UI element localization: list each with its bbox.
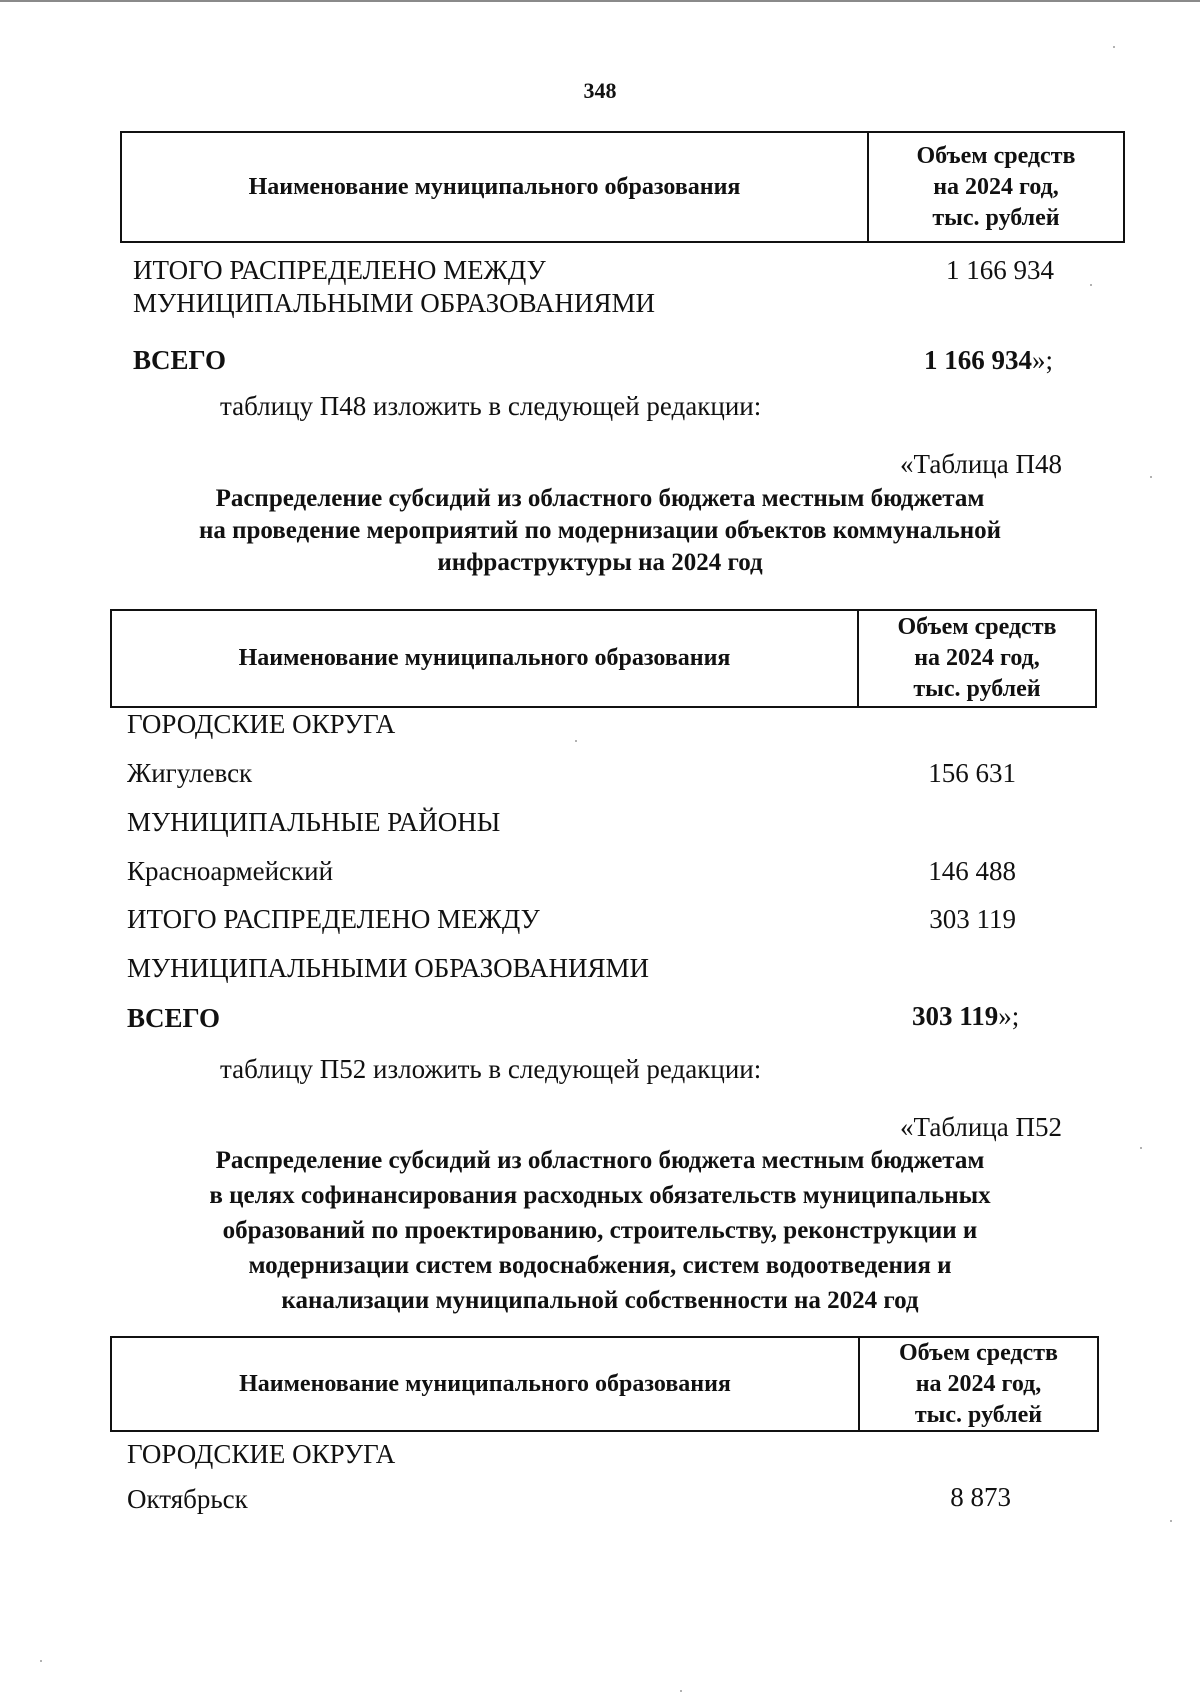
instruction-p52: таблицу П52 изложить в следующей редакции: — [220, 1054, 762, 1084]
column-header-amount: Объем средств на 2024 год, тыс. рублей — [897, 614, 1057, 702]
scan-speck — [575, 740, 577, 742]
column-header-name: Наименование муниципального образования — [112, 1338, 860, 1430]
section-municipal-districts: МУНИЦИПАЛЬНЫЕ РАЙОНЫ — [127, 807, 501, 837]
scan-speck — [40, 1660, 42, 1662]
row-total-distributed-p48-label-1: ИТОГО РАСПРЕДЕЛЕНО МЕЖДУ — [127, 904, 540, 934]
row-total-distributed-label: ИТОГО РАСПРЕДЕЛЕНО МЕЖДУ МУНИЦИПАЛЬНЫМИ ОБРАЗОВАНИЯМИ — [133, 255, 655, 318]
scan-speck — [1090, 284, 1092, 286]
row-oktyabrsk-value: 8 873 — [950, 1482, 1011, 1512]
column-header-amount: Объем средств на 2024 год, тыс. рублей — [916, 142, 1076, 231]
column-header-amount: Объем средств на 2024 год, тыс. рублей — [899, 1339, 1058, 1428]
row-total-distributed-p48-label-2: МУНИЦИПАЛЬНЫМИ ОБРАЗОВАНИЯМИ — [127, 953, 649, 983]
row-grand-total-p48-label: ВСЕГО — [127, 1003, 221, 1033]
table-p48-title: Распределение субсидий из областного бюджета местным бюджетам на проведение мероприятий по модернизации объектов коммунальной инфраструктуры на 2024 год — [198, 485, 1002, 576]
row-grand-total-p48-value: 303 119»; — [912, 1001, 1020, 1031]
scan-speck — [680, 1690, 682, 1692]
row-krasnoarmeysky-value: 146 488 — [928, 856, 1016, 886]
table-p52-header — [110, 1336, 1099, 1432]
table-p48-label: «Таблица П48 — [900, 449, 1062, 479]
row-total-distributed-p48-value: 303 119 — [929, 904, 1016, 934]
row-zhigulevsk-value: 156 631 — [928, 758, 1016, 788]
row-zhigulevsk-name: Жигулевск — [127, 758, 253, 788]
instruction-p48: таблицу П48 изложить в следующей редакции: — [220, 391, 762, 421]
row-krasnoarmeysky-name: Красноармейский — [127, 856, 334, 886]
table-p52-title: Распределение субсидий из областного бюджета местным бюджетам в целях софинансирования расходных обязательств муниципальных образований по проектированию, строительству, реконструкции и модернизации систем водоснабжения, систем водоотведения и канализации муниципальной собственности на 2024 год — [209, 1147, 991, 1314]
row-grand-total-label: ВСЕГО — [133, 345, 227, 375]
scan-speck — [1113, 46, 1115, 48]
column-header-name: Наименование муниципального образования — [122, 133, 869, 241]
section-city-districts-p52: ГОРОДСКИЕ ОКРУГА — [127, 1439, 396, 1469]
row-grand-total-value: 1 166 934»; — [924, 345, 1054, 375]
column-header-name: Наименование муниципального образования — [112, 611, 859, 706]
row-total-distributed-value: 1 166 934 — [946, 255, 1054, 285]
section-city-districts: ГОРОДСКИЕ ОКРУГА — [127, 709, 396, 739]
row-oktyabrsk-name: Октябрьск — [127, 1484, 248, 1514]
scan-speck — [1150, 476, 1152, 478]
scan-speck — [1140, 1147, 1142, 1149]
table-header-prev — [120, 131, 1125, 243]
top-rule — [0, 0, 1200, 2]
scan-speck — [1170, 1520, 1172, 1522]
table-p52-label: «Таблица П52 — [900, 1112, 1062, 1142]
table-p48-header — [110, 609, 1097, 708]
page-number: 348 — [583, 78, 617, 103]
